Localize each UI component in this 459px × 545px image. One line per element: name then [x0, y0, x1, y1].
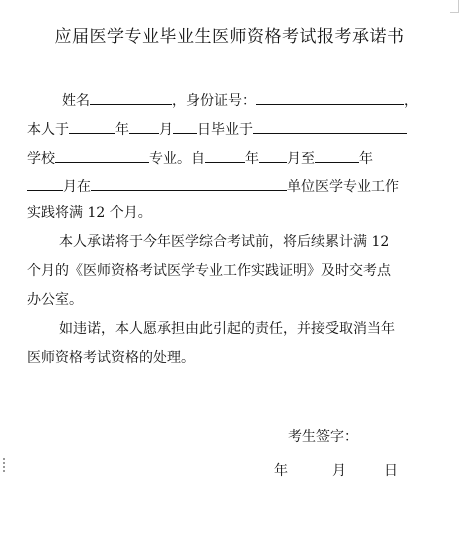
violation-line-2: 医师资格考试资格的处理。 [27, 350, 195, 366]
signature-date-month: 月 [332, 463, 346, 479]
end-year-label: 年 [359, 151, 373, 167]
unit-practice-label: 单位医学专业工作 [287, 179, 399, 195]
id-number-field[interactable] [256, 89, 404, 105]
practice-unit-field[interactable] [91, 175, 287, 191]
start-year-label: 年 [245, 151, 259, 167]
graduation-school-field[interactable] [253, 118, 407, 134]
practice-start-year-field[interactable] [205, 147, 245, 163]
year-label: 年 [115, 122, 129, 138]
commitment-line-1: 本人承诺将于今年医学综合考试前，将后续累计满 12 [59, 234, 390, 250]
major-from-label: 专业。自 [149, 151, 205, 167]
signature-date-year: 年 [274, 463, 288, 479]
practice-duration-text: 实践将满 12 个月。 [27, 205, 152, 221]
line-end-comma: ， [404, 93, 418, 109]
month-label: 月 [159, 122, 173, 138]
graduation-month-field[interactable] [129, 118, 159, 134]
day-graduated-label: 日毕业于 [197, 122, 253, 138]
margin-mark [3, 458, 7, 472]
signature-label: 考生签字： [288, 429, 358, 445]
name-field[interactable] [90, 89, 172, 105]
name-label: 姓名 [62, 93, 90, 109]
violation-line-1: 如违诺，本人愿承担由此引起的责任，并接受取消当年 [59, 321, 395, 337]
major-field[interactable] [55, 147, 149, 163]
major-period-line [27, 147, 373, 168]
graduation-line [27, 118, 407, 139]
document-title: 应届医学专业毕业生医师资格考试报考承诺书 [54, 27, 405, 47]
month-to-label: 月至 [287, 151, 315, 167]
self-at-label: 本人于 [27, 122, 69, 138]
page-corner-mark [450, 0, 459, 13]
signature-date-day: 日 [384, 463, 398, 479]
graduation-day-field[interactable] [173, 118, 197, 134]
graduation-year-field[interactable] [69, 118, 115, 134]
practice-end-month-field[interactable] [27, 175, 63, 191]
practice-end-year-field[interactable] [315, 147, 359, 163]
commitment-line-2: 个月的《医师资格考试医学专业工作实践证明》及时交考点 [27, 263, 391, 279]
id-label: ，身份证号： [172, 93, 256, 109]
school-label: 学校 [27, 151, 55, 167]
month-at-label: 月在 [63, 179, 91, 195]
practice-unit-line [27, 175, 399, 196]
practice-start-month-field[interactable] [259, 147, 287, 163]
name-id-line [62, 89, 418, 110]
commitment-line-3: 办公室。 [27, 292, 83, 308]
